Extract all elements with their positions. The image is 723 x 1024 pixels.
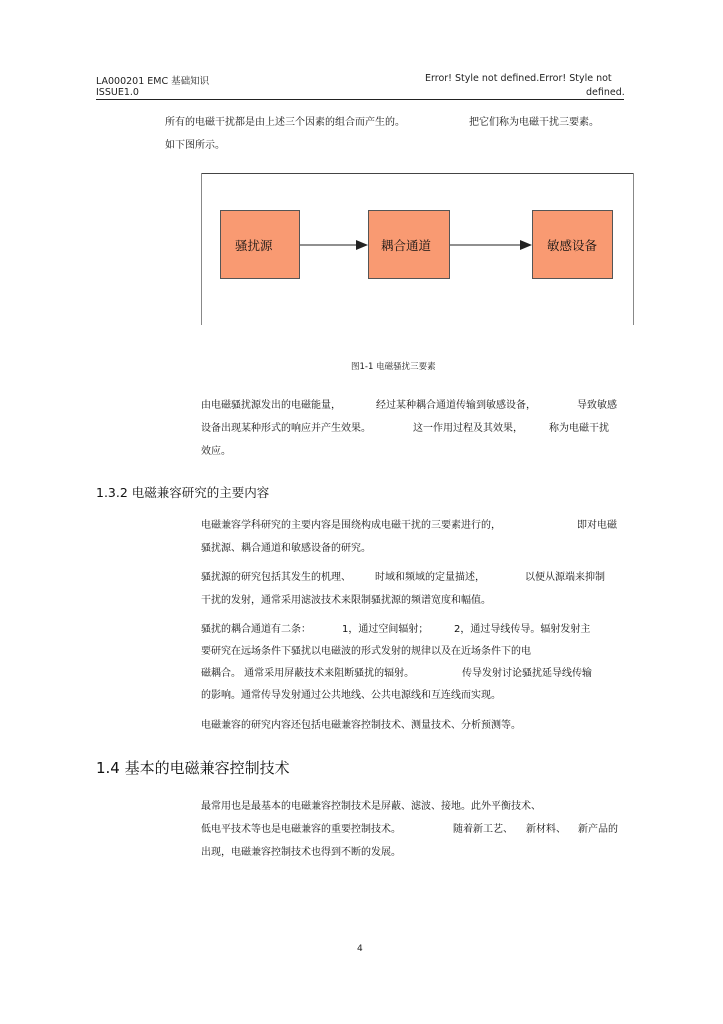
fig-para-l2a: 设备出现某种形式的响应并产生效果。 [201,423,371,434]
box-coupling-channel-label: 耦合通道 [381,237,432,253]
s14-l2d: 新产品的 [578,824,618,835]
s132-p3-l2: 要研究在远场条件下骚扰以电磁波的形式发射的规律以及在近场条件下的电 [201,646,531,657]
s132-p1-l1b: 即对电磁 [577,520,617,531]
s14-l2b: 随着新工艺、 [453,824,513,835]
box-interference-source-label: 骚扰源 [235,237,273,253]
s132-p2-l2: 干扰的发射，通常采用滤波技术来限制骚扰源的频谱宽度和幅值。 [201,595,491,606]
s132-p2-l1a: 骚扰源的研究包括其发生的机理、 [201,572,351,583]
fig-para-l2b: 这一作用过程及其效果， [413,423,523,434]
intro-line2: 如下图所示。 [165,140,225,151]
s132-p3-l4: 的影响。通常传导发射通过公共地线、公共电源线和互连线而实现。 [201,690,501,701]
s132-p2-l1b: 时域和频域的定量描述， [375,572,485,583]
s14-l2a: 低电平技术等也是电磁兼容的重要控制技术。 [201,824,401,835]
s132-p4: 电磁兼容的研究内容还包括电磁兼容控制技术、测量技术、分析预测等。 [201,720,521,731]
figure-caption: 图1-1 电磁骚扰三要素 [351,362,436,372]
header-doc-title: LA000201 EMC 基础知识 [96,76,210,87]
s132-p1-l1a: 电磁兼容学科研究的主要内容是围绕构成电磁干扰的三要素进行的， [201,520,501,531]
box-sensitive-device-label: 敏感设备 [547,237,598,253]
header-issue: ISSUE1.0 [96,87,139,98]
s132-p3-l3b: 传导发射讨论骚扰延导线传输 [462,668,592,679]
s132-p3-l3a: 磁耦合。 通常采用屏蔽技术来阻断骚扰的辐射。 [201,668,415,679]
intro-line1b: 把它们称为电磁干扰三要素。 [469,117,599,128]
s132-p1-l2: 骚扰源、耦合通道和敏感设备的研究。 [201,543,371,554]
header-error-line2: defined. [586,87,625,98]
page-number: 4 [357,944,363,954]
fig-para-l1c: 导致敏感 [577,400,617,411]
fig-para-l1a: 由电磁骚扰源发出的电磁能量， [201,400,341,411]
s14-l2c: 新材料、 [526,824,566,835]
section-1-4-heading: 1.4 基本的电磁兼容控制技术 [96,759,290,777]
fig-para-l2c: 称为电磁干扰 [549,423,609,434]
section-1-3-2-heading: 1.3.2 电磁兼容研究的主要内容 [96,485,270,500]
s132-p3-l1c: 2，通过导线传导。辐射发射主 [454,624,591,635]
s132-p2-l1c: 以便从源端来抑制 [525,572,605,583]
fig-para-l3: 效应。 [201,446,231,457]
s14-l3: 出现，电磁兼容控制技术也得到不断的发展。 [201,847,401,858]
arrow-channel-to-device [450,240,532,250]
intro-line1a: 所有的电磁干扰都是由上述三个因素的组合而产生的。 [165,117,405,128]
arrow-source-to-channel [300,240,368,250]
s132-p3-l1a: 骚扰的耦合通道有二条： [201,624,311,635]
s14-l1: 最常用也是最基本的电磁兼容控制技术是屏蔽、滤波、接地。此外平衡技术、 [201,801,541,812]
s132-p3-l1b: 1，通过空间辐射； [342,624,429,635]
header-error-line1: Error! Style not defined.Error! Style not [425,73,612,84]
fig-para-l1b: 经过某种耦合通道传输到敏感设备， [376,400,536,411]
